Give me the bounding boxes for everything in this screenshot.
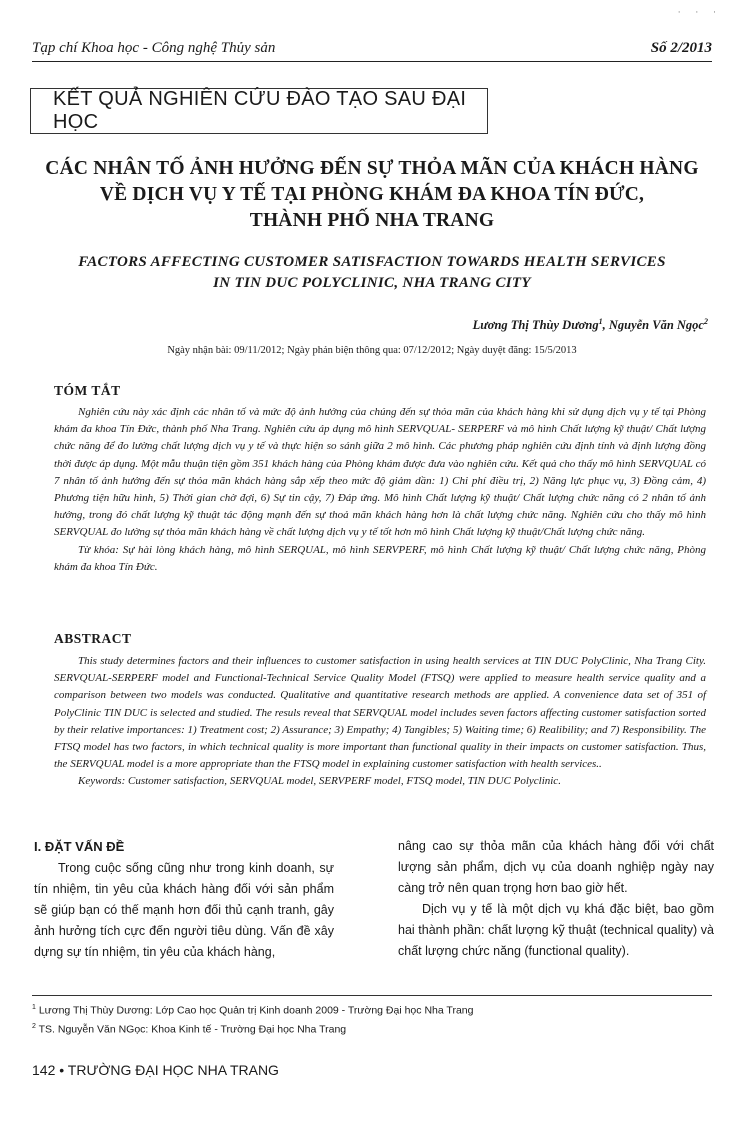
running-header <box>32 40 712 62</box>
intro-heading: I. ĐẶT VẤN ĐỀ <box>34 839 125 854</box>
journal-name: Tạp chí Khoa học - Công nghệ Thủy sản <box>32 40 276 56</box>
author-2: Nguyễn Văn Ngọc <box>608 318 704 333</box>
abstract-heading: ABSTRACT <box>54 631 132 646</box>
footnote-1-text: Lương Thị Thùy Dương: Lớp Cao học Quản trị Kinh doanh 2009 - Trường Đại học Nha Trang <box>35 1004 474 1017</box>
title-vi-line: CÁC NHÂN TỐ ẢNH HƯỞNG ĐẾN SỰ THỎA MÃN CỦA KHÁCH HÀNG <box>45 158 699 179</box>
intro-paragraph-2: Dịch vụ y tế là một dịch vụ khá đặc biệt, bao gồm hai thành phần: chất lượng kỹ thuật (technical quality) và chất lượng chức năng (functional quality). <box>398 902 714 958</box>
title-vi-line: VỀ DỊCH VỤ Y TẾ TẠI PHÒNG KHÁM ĐA KHOA TÍN ĐỨC, <box>99 184 645 205</box>
author-2-mark: 2 <box>704 317 708 326</box>
abstract-body: This study determines factors and their influences to customer satisfaction in using health services at TIN DUC PolyClinic, Nha Trang City. SERVQUAL-SERPERF model and Functional-Technical Service Quality Model (FTSQ) were applied to measure health service quality and a comparison between two models was conducted. Qualitative and quantitative research methods are applied. A convenience data set of 351 of PolyClinic TIN DUC is selected and studied. The resuls reveal that SERVQUAL model includes seven factors affecting customer satisfaction sorted by their relative importances: 1) Treatment cost; 2) Assurance; 3) Empathy; 4) Tangibles; 5) Waiting time; 6) Realibility; and 7) Responsibility. The FTSQ model has two factors, in which technical quality is more important than functional quality in their impacts on customer satisfaction. Thus, the SERVQUAL model is a more appropriate than the FTSQ model in explaining customer satisfaction with health services.. <box>54 655 706 771</box>
intro-paragraph-1-cont: nâng cao sự thỏa mãn của khách hàng đối với chất lượng sản phẩm, dịch vụ của doanh nghiệp ngày nay càng trở nên quan trọng hơn bao giờ hết. <box>398 839 714 895</box>
author-separator: , <box>602 318 609 333</box>
summary-section <box>54 404 706 576</box>
summary-heading: TÓM TẮT <box>54 383 121 398</box>
title-en-line: FACTORS AFFECTING CUSTOMER SATISFACTION TOWARDS HEALTH SERVICES <box>78 254 666 270</box>
footnote-2-text: TS. Nguyễn Văn NGọc: Khoa Kinh tế - Trường Đại học Nha Trang <box>35 1023 347 1035</box>
author-line <box>473 317 708 333</box>
footnote-1 <box>32 1000 712 1019</box>
author-1-mark: 1 <box>598 317 603 326</box>
page-footer: 142 • TRƯỜNG ĐẠI HỌC NHA TRANG <box>32 1062 279 1078</box>
section-banner-label: KẾT QUẢ NGHIÊN CỨU ĐÀO TẠO SAU ĐẠI HỌC <box>53 88 467 133</box>
footnote-2 <box>32 1019 712 1038</box>
intro-right-column <box>398 836 714 962</box>
abstract-keywords: Keywords: Customer satisfaction, SERVQUAL model, SERVPERF model, FTSQ model, TIN DUC Polyclinic. <box>78 775 561 788</box>
title-vi-line: THÀNH PHỐ NHA TRANG <box>249 210 495 231</box>
issue-number: Số 2/2013 <box>650 40 712 56</box>
summary-keywords: Từ khóa: Sự hài lòng khách hàng, mô hình SERQUAL, mô hình SERVPERF, mô hình Chất lượng kỹ thuật/ Chất lượng chức năng, Phòng khám đa khoa Tín Đức. <box>54 543 706 573</box>
intro-left-column <box>34 836 334 963</box>
title-vietnamese <box>30 156 714 234</box>
title-english <box>30 252 714 294</box>
footnote-2-mark: 2 <box>32 1022 36 1030</box>
abstract-section <box>54 653 706 791</box>
title-en-line: IN TIN DUC POLYCLINIC, NHA TRANG CITY <box>213 275 531 291</box>
corner-mark: · · · <box>677 8 722 18</box>
intro-paragraph-1: Trong cuộc sống cũng như trong kinh doanh, sự tín nhiệm, tin yêu của khách hàng đối với sản phẩm sẽ giúp bạn có thế mạnh hơn đối thủ cạnh tranh, gây ảnh hưởng tích cực đến người tiêu dùng. Vấn đề xây dựng sự tín nhiệm, tin yêu của khách hàng, <box>34 861 334 959</box>
footnotes <box>32 995 712 1037</box>
submission-dates: Ngày nhận bài: 09/11/2012; Ngày phản biện thông qua: 07/12/2012; Ngày duyệt đăng: 15/5/2013 <box>167 345 577 356</box>
section-banner <box>30 88 488 134</box>
footnote-1-mark: 1 <box>32 1004 36 1011</box>
summary-body: Nghiên cứu này xác định các nhân tố và mức độ ảnh hưởng của chúng đến sự thỏa mãn của khách hàng khi sử dụng dịch vụ y tế tại Phòng khám đa khoa Tín Đức, thành phố Nha Trang. Nghiên cứu áp dụng mô hình SERVQUAL- SERPERF và mô hình Chất lượng kỹ thuật/ Chất lượng chức năng để đo lường chất lượng dịch vụ y tế và thực hiện so sánh giữa 2 mô hình. Các phương pháp nghiên cứu định tính và định lượng đồng thời được áp dụng. Một mẫu thuận tiện gồm 351 khách hàng của Phòng khám được đưa vào nghiên cứu. Kết quả cho thấy mô hình SERVQUAL có 7 nhân tố ảnh hưởng đến sự thỏa mãn khách hàng sắp xếp theo mức độ giảm dần: 1) Chi phí điều trị, 2) Năng lực phục vụ, 3) Đồng cảm, 4) Phương tiện hữu hình, 5) Thời gian chờ đợi, 6) Sự tin cậy, 7) Đáp ứng. Mô hình Chất lượng kỹ thuật/ Chất lượng chức năng có 2 nhân tố ảnh hưởng, trong đó chất lượng kỹ thuật tác động mạnh đến sự thoả mãn khách hàng hơn là chất lượng chức năng. Nghiên cứu cho thấy mô hình SERVQUAL đo lường sự thỏa mãn khách hàng về chất lượng dịch vụ y tế tốt hơn mô hình Chất lượng kỹ thuật/Chất lượng chức năng. <box>54 406 706 539</box>
author-1: Lương Thị Thùy Dương <box>472 318 599 333</box>
